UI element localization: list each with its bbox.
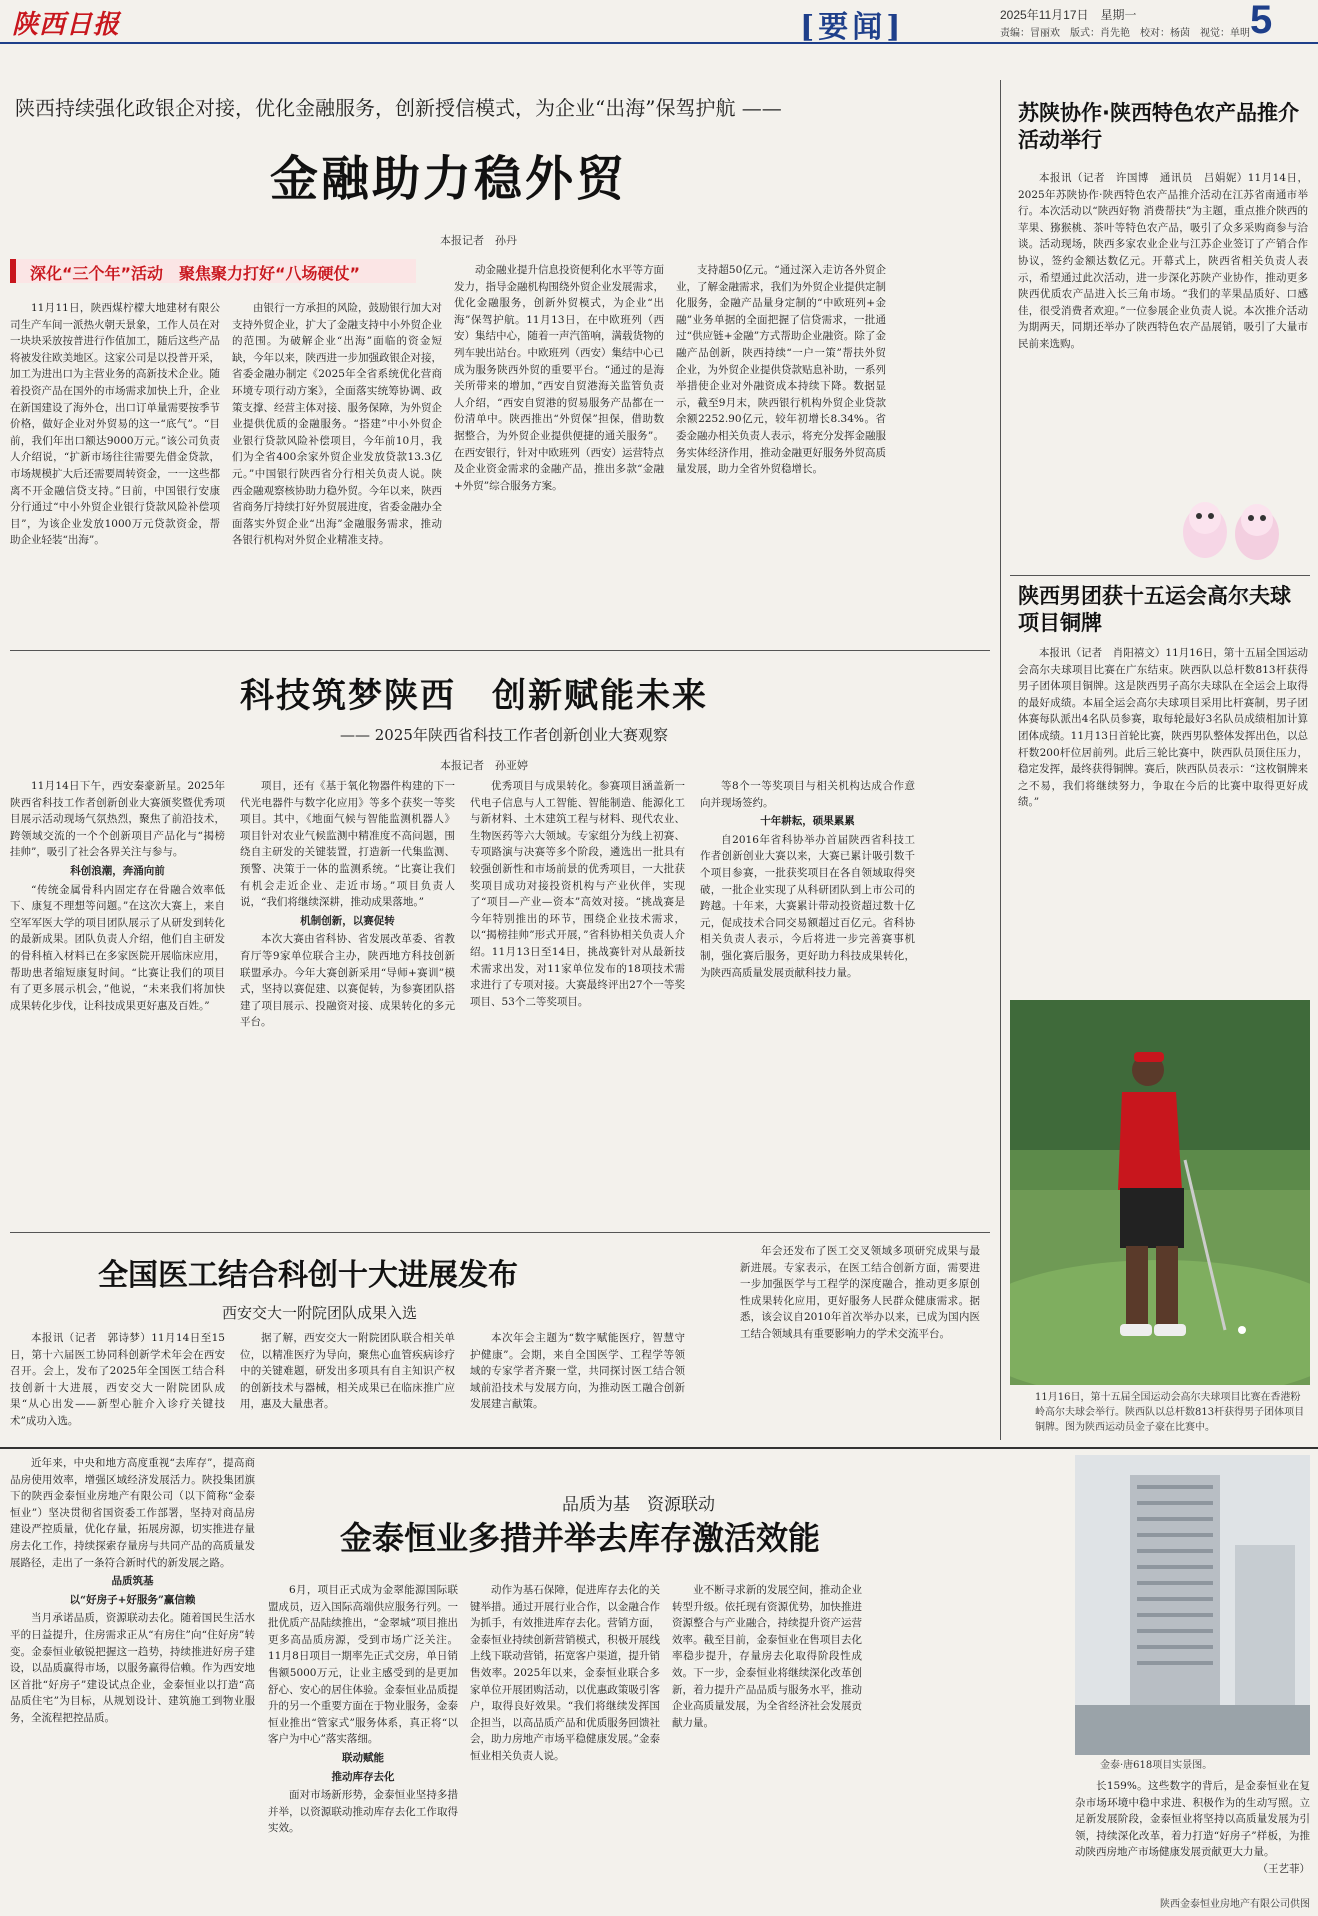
issue-date: 2025年11月17日 星期一 — [1000, 8, 1137, 22]
jintai-paragraph-2b: 面对市场新形势，金泰恒业坚持多措并举，以资源联动推动库存去化工作取得实效。 — [268, 1789, 458, 1835]
med-paragraph-3: 本次年会主题为“数字赋能医疗，智慧守护健康”。会期，来自全国医学、工程学等领域的专家学者齐聚一堂，共同探讨医工结合领域前沿技术与发展方向，为推动医工融合创新发展建言献策。 — [470, 1332, 685, 1411]
med-column-2 — [240, 1330, 455, 1435]
lead-column-1 — [10, 300, 220, 640]
lead-paragraph-3: 动金融业提升信息投资便利化水平等方面发力，指导金融机构围绕外贸企业发展需求，优化金融服务，创新外贸模式，为企业“出海”保驾护航。11月13日，在中欧班列（西安）集结中心，随着一声汽笛响，满载货物的列车驶出站台。中欧班列（西安）集结中心已成为服务陕西外贸的重要平台。“通过的是海关所带来的增加，”西安自贸港海关监管负责人介绍，“西安自贸港的贸易服务产品都在一份清单中。陕西推出“外贸保”担保，借助数据整合，为外贸企业提供便捷的通关服务”。在西安银行，针对中欧班列（西安）运营特点及企业资金需求的金融产品，推出多款“金融+外贸”综合服务方案。 — [454, 264, 664, 492]
lead-paragraph-4: 支持超50亿元。“通过深入走访各外贸企业，了解金融需求，我们为外贸企业提供定制化服务，金融产品量身定制的“中欧班列+金融”业务单据的全面把握了信贷需求，一批通过“供应链+金融”方式帮助企业融资。除了金融产品创新，陕西持续“一户一策”帮扶外贸企业，为外贸企业提供贷款贴息补助，一系列举措使企业对外融资成本持续下降。数据显示，截至9月末，陕西银行机构外贸企业贷款余额2252.90亿元，较年初增长8.34%。省委金融办相关负责人表示，将充分发挥金融服务实体经济作用，推动金融更好服务外贸高质量发展，助力全省外贸稳增长。 — [676, 264, 886, 476]
sci-subhead-3: 十年耕耘，硕果累累 — [760, 815, 855, 828]
campaign-banner — [10, 259, 416, 283]
jintai-subhead-2: 联动赋能 — [342, 1751, 384, 1764]
jintai-subhead-2b: 推动库存去化 — [331, 1770, 395, 1783]
building-caption: 金泰·唐618项目实景图。 — [1100, 1760, 1213, 1771]
staff-credits: 责编：冒丽欢 版式：肖先艳 校对：杨茵 视觉：单明 — [1000, 28, 1250, 39]
lead-paragraph-2: 由银行一方承担的风险，鼓励银行加大对支持外贸企业，扩大了金融支持中小外贸企业的范围。为破解企业“出海”面临的资金短缺，今年以来，陕西进一步加强政银企对接，省委金融办制定《2025年全省系统优化营商环境专项行动方案》，全面落实统筹协调、政策支撑、经营主体对接、服务保障，为外贸企业提供优质的金融服务。“搭建”中小外贸企业银行贷款风险补偿项目，今年前10月，我们为全省400余家外贸企业发放贷款13.3亿元。”中国银行陕西省分行相关负责人说。陕西金融观察核协助力稳外贸。今年以来，陕西省商务厅持续打好外贸展进度，省委金融办全面落实外贸企业“出海”金融服务需求，推动各银行机构对外贸企业精准支持。 — [232, 302, 442, 547]
lead-byline: 本报记者 孙丹 — [440, 234, 517, 247]
golf-caption: 11月16日，第十五届全国运动会高尔夫球项目比赛在香港粉岭高尔夫球会举行。陕西队以总杆数813杆获得男子团体项目铜牌。图为陕西运动员金子豪在比赛中。 — [1035, 1392, 1305, 1433]
sci-column-4 — [700, 778, 915, 1223]
newspaper-logo: 陕西日报 — [12, 10, 121, 40]
masthead — [0, 0, 1318, 44]
sci-paragraph-1b: “传统金属骨科内固定存在骨融合效率低下、康复不理想等问题。”在这次大赛上，来自空军军医大学的项目团队展示了从研发到转化的最新成果。团队负责人介绍，他们自主研发的骨科植入材料已在多家医院开展临床应用，帮助患者缩短康复时间。“比赛让我们的项目有了更多展示机会，”他说，“未来我们将加快成果转化步伐，让科技成果更好惠及百姓。” — [10, 883, 225, 1012]
sci-subhead-1: 科创浪潮，奔涌向前 — [70, 864, 165, 877]
jintai-column-5 — [1075, 1778, 1310, 1890]
med-paragraph-4: 年会还发布了医工交叉领域多项研究成果与最新进展。专家表示，在医工结合创新方面，需要进一步加强医学与工程学的深度融合，推动更多原创性成果转化应用，更好服务人民群众健康需求。据悉，该会议自2010年首次举办以来，已成为国内医工结合领域具有重要影响力的学术交流平台。 — [740, 1245, 980, 1340]
right2-title: 陕西男团获十五运会高尔夫球项目铜牌 — [1018, 584, 1291, 635]
building-photo — [1075, 1455, 1310, 1755]
lead-kicker: 陕西持续强化政银企对接，优化金融服务，创新授信模式，为企业“出海”保驾护航 —— — [15, 96, 782, 120]
med-column-4 — [740, 1243, 980, 1435]
jintai-title: 金泰恒业多措并举去库存激活效能 — [340, 1519, 821, 1557]
jintai-paragraph-3: 动作为基石保障，促进库存去化的关键举措。通过开展行业合作，以金融合作为抓手，有效推进库存去化。营销方面，金泰恒业持续创新营销模式，积极开展线上线下联动营销，拓宽客户渠道，提升销售效率。2025年以来，金泰恒业联合多家单位开展团购活动，以优惠政策吸引客户，取得良好效果。“我们将继续发挥国企担当，以高品质产品和优质服务回馈社会，助力房地产市场平稳健康发展。”金泰恒业相关负责人说。 — [470, 1584, 660, 1762]
page-number: 5 — [1250, 0, 1273, 42]
jintai-paragraph-5: 长159%。这些数字的背后，是金泰恒业在复杂市场环境中稳中求进、积极作为的生动写照。立足新发展阶段，金泰恒业将坚持以高质量发展为引领，持续深化改革，着力打造“好房子”样板，为推动陕西房地产市场健康发展贡献更大力量。 — [1075, 1780, 1310, 1859]
right2-paragraph: 本报讯（记者 肖阳禧文）11月16日，第十五届全国运动会高尔夫球项目比赛在广东结束。陕西队以总杆数813杆获得男子团体项目铜牌。这是陕西男子高尔夫球队在全运会上取得的最好成绩。本届全运会高尔夫球项目采用比杆赛制，男子团体赛每队派出4名队员参赛，取每轮最好3名队员成绩相加计算团体成绩。11月13日首轮比赛，陕西男队整体发挥出色，以总杆数200杆位居前列。此后三轮比赛中，陕西队员顶住压力，稳定发挥，最终获得铜牌。赛后，陕西队员表示：“这枚铜牌来之不易，我们将继续努力，争取在今后的比赛中取得更好成绩。” — [1018, 647, 1308, 809]
right2-body — [1018, 645, 1308, 995]
jintai-ad-foot: 陕西金泰恒业房地产有限公司供图 — [1160, 1899, 1310, 1910]
sci-byline: 本报记者 孙亚婷 — [440, 759, 528, 772]
section-label: [要闻] — [800, 10, 905, 45]
med-subtitle: 西安交大一附院团队成果入选 — [222, 1304, 418, 1322]
sci-column-2 — [240, 778, 455, 1223]
jintai-column-2 — [268, 1582, 458, 1915]
jintai-subhead-1b: 以“好房子+好服务”赢信赖 — [69, 1593, 196, 1606]
right1-paragraph: 本报讯（记者 许国博 通讯员 吕娟妮）11月14日，2025年苏陕协作·陕西特色农产品推介活动在江苏省南通市举行。本次活动以“陕西好物 消费帮扶”为主题，重点推介陕西的苹果、猕猴桃、茶叶等特色农产品，吸引了众多采购商参与洽谈。活动现场，陕西多家农业企业与江苏企业签订了产销合作协议，签约金额达数亿元。开幕式上，陕西省相关负责人表示，希望通过此次活动，进一步深化苏陕产业协作，推动更多陕西优质农产品进入长三角市场。“我们的苹果品质好、口感佳，很受消费者欢迎。”一位参展企业负责人说。本次推介活动为期两天，同期还举办了陕西特色农产品展销，吸引了大量市民前来选购。 — [1018, 172, 1308, 350]
right-divider — [1010, 575, 1310, 576]
sci-paragraph-3: 优秀项目与成果转化。参赛项目涵盖新一代电子信息与人工智能、智能制造、能源化工与新材料、土木建筑工程与材料、现代农业、生物医药等六大领域。专家组分为线上初赛、专项路演与决赛等多个阶段，遴选出一批具有较强创新性和市场前景的优秀项目，一大批获奖项目成功对接投资机构与产业伙伴，实现了“项目—产业—资本”高效对接。“挑战赛是今年特别推出的环节，围绕企业技术需求，以“揭榜挂帅”形式开展，”省科协相关负责人介绍。11月13日至14日，挑战赛针对从最新技术需求出发，对11家单位发布的18项技术需求进行了专项对接。大赛最终评出27个一等奖项目、53个二等奖项目。 — [470, 780, 685, 1008]
mascot-image — [1165, 482, 1295, 572]
section-divider — [10, 650, 990, 651]
bottom-section-divider — [0, 1447, 1318, 1449]
sci-title: 科技筑梦陕西 创新赋能未来 — [240, 676, 708, 716]
golf-photo — [1010, 1000, 1310, 1385]
sci-paragraph-2: 项目，还有《基于氧化物器件构建的下一代光电器件与数字化应用》等多个获奖一等奖项目。其中，《地面气候与智能监测机器人》项目针对农业气候监测中精准度不高问题，围绕自主研发的关键装置，打造新一代集监测、预警、决策于一体的监测系统。“比赛让我们有机会走近企业、走近市场。”项目负责人说，“我们将继续深耕，推动成果落地。” — [240, 780, 455, 909]
sci-subtitle: —— 2025年陕西省科技工作者创新创业大赛观察 — [340, 726, 668, 744]
right1-body — [1018, 170, 1308, 470]
med-paragraph-1: 本报讯（记者 郭诗梦）11月14日至15日，第十六届医工协同科创新学术年会在西安召开。会上，发布了2025年全国医工结合科技创新十大进展，西安交大一附院团队成果“从心出发——新型心脏介入诊疗关键技术”成功入选。 — [10, 1332, 225, 1427]
jintai-paragraph-2: 6月，项目正式成为金翠能源国际联盟成员，迈入国际高端供应服务行列。一批优质产品陆续推出，“金翠城”项目推出更多高品质房源，受到市场广泛关注。11月8日项目一期率先正式交房，单日销售额5000万元，让业主感受到的是更加舒心、安心的居住体验。金泰恒业品质提升的另一个重要方面在于物业服务，金泰恒业推出“管家式”服务体系，真正将“以客户为中心”落实落细。 — [268, 1584, 458, 1746]
med-title: 全国医工结合科创十大进展发布 — [98, 1258, 518, 1293]
lead-column-4 — [676, 262, 886, 640]
jintai-paragraph-1: 当月承诺品质，资源联动去化。随着国民生活水平的日益提升，住房需求正从“有房住”向“住好房”转变。金泰恒业敏锐把握这一趋势，持续推进好房子建设，以品质赢得市场，以服务赢得信赖。作为西安地区首批“好房子”建设试点企业，金泰恒业以打造“高品质住宅”为目标，从规划设计、建筑施工到物业服务，全流程把控品质。 — [10, 1612, 255, 1724]
jintai-kicker: 品质为基 资源联动 — [562, 1495, 715, 1515]
sci-paragraph-4b: 自2016年省科协举办首届陕西省科技工作者创新创业大赛以来，大赛已累计吸引数千个项目参赛，一批获奖项目在各自领域取得突破，一批企业实现了从科研团队到上市公司的跨越。十年来，大赛累计带动投资超过数十亿元，促成技术合同交易额超过百亿元。省科协相关负责人表示，今后将进一步完善赛事机制，强化赛后服务，更好助力科技成果转化，为陕西高质量发展贡献科技力量。 — [700, 833, 915, 979]
right1-title: 苏陕协作·陕西特色农产品推介活动举行 — [1018, 101, 1299, 152]
jintai-subhead-1: 品质筑基 — [111, 1575, 154, 1588]
sci-column-3 — [470, 778, 685, 1223]
sci-subhead-2: 机制创新，以赛促转 — [300, 914, 395, 927]
campaign-banner-text: 深化“三个年”活动 聚焦聚力打好“八场硬仗” — [30, 264, 361, 283]
sci-paragraph-1: 11月14日下午，西安秦豪新星。2025年陕西省科技工作者创新创业大赛颁奖暨优秀项目展示活动现场气氛热烈，聚焦了前沿技术，跨领域交流的一个个创新项目产品化与“揭榜挂帅”，吸引了社会各界关注与参与。 — [10, 780, 225, 859]
jintai-paragraph-4: 业不断寻求新的发展空间，推动企业转型升级。依托现有资源优势，加快推进资源整合与产业融合，持续提升资产运营效率。截至目前，金泰恒业在售项目去化率稳步提升，存量房去化取得阶段性成效。下一步，金泰恒业将继续深化改革创新，着力提升产品品质与服务水平，推动企业高质量发展，为全省经济社会发展贡献力量。 — [672, 1584, 862, 1729]
sci-paragraph-2b: 本次大赛由省科协、省发展改革委、省教育厅等9家单位联合主办，陕西地方科技创新联盟承办。今年大赛创新采用“导师+赛训”模式，坚持以赛促建、以赛促转，为参赛团队搭建了项目展示、投融资对接、成果转化的多元平台。 — [240, 933, 455, 1029]
jintai-credit: （王艺菲） — [1257, 1862, 1310, 1875]
lead-title: 金融助力稳外贸 — [270, 151, 628, 207]
jintai-column-3 — [470, 1582, 660, 1915]
jintai-column-4 — [672, 1582, 862, 1915]
jintai-column-1 — [10, 1455, 255, 1915]
jintai-intro: 近年来，中央和地方高度重视“去库存”，提高商品房使用效率，增强区域经济发展活力。陕投集团旗下的陕西金泰恒业房地产有限公司（以下简称“金泰恒业”）坚决贯彻省国资委工作部署，坚持对商品房建设严控质量，优化存量，拓展房源，切实推进存量房去化工作，持续探索存量房与共同产品的高质量发展路径，走出了一条符合新时代的新发展之路。 — [10, 1457, 255, 1569]
sci-column-1 — [10, 778, 225, 1223]
lead-column-2 — [232, 300, 442, 640]
lead-paragraph-1: 11月11日，陕西煤柠檬大地建材有限公司生产车间一派热火朝天景象，工作人员在对一块块采放按普进行作值加工，随后这些产品将被发往欧美地区。这家公司是以投普开采，加工为进出口为主营业务的高新技术企业。随着投资产品在国外的市场需求加快上升，企业在新国建设了海外仓，出口订单量需要按季节价格，做好企业对外贸易的这一“底气”。“目前，我们年出口额达9000万元。”该公司负责人介绍说，“扩新市场往往需要先借金贷款，市场规模扩大后还需要周转资金，一一这些都离不开金融信贷支持。”日前，中国银行安康分行通过“中小外贸企业银行贷款风险补偿项目”，为该企业发放1000万元贷款资金，帮助企业轻装“出海”。 — [10, 302, 220, 547]
sci-paragraph-4: 等8个一等奖项目与相关机构达成合作意向并现场签约。 — [700, 780, 915, 809]
column-divider — [1000, 80, 1001, 1440]
med-column-3 — [470, 1330, 685, 1435]
med-column-1 — [10, 1330, 225, 1435]
lead-column-3 — [454, 262, 664, 640]
med-paragraph-2: 据了解，西安交大一附院团队联合相关单位，以精准医疗为导向，聚焦心血管疾病诊疗中的关键难题，研发出多项具有自主知识产权的创新技术与器械，相关成果已在临床推广应用，惠及大量患者。 — [240, 1332, 455, 1411]
section-divider-2 — [10, 1232, 990, 1233]
